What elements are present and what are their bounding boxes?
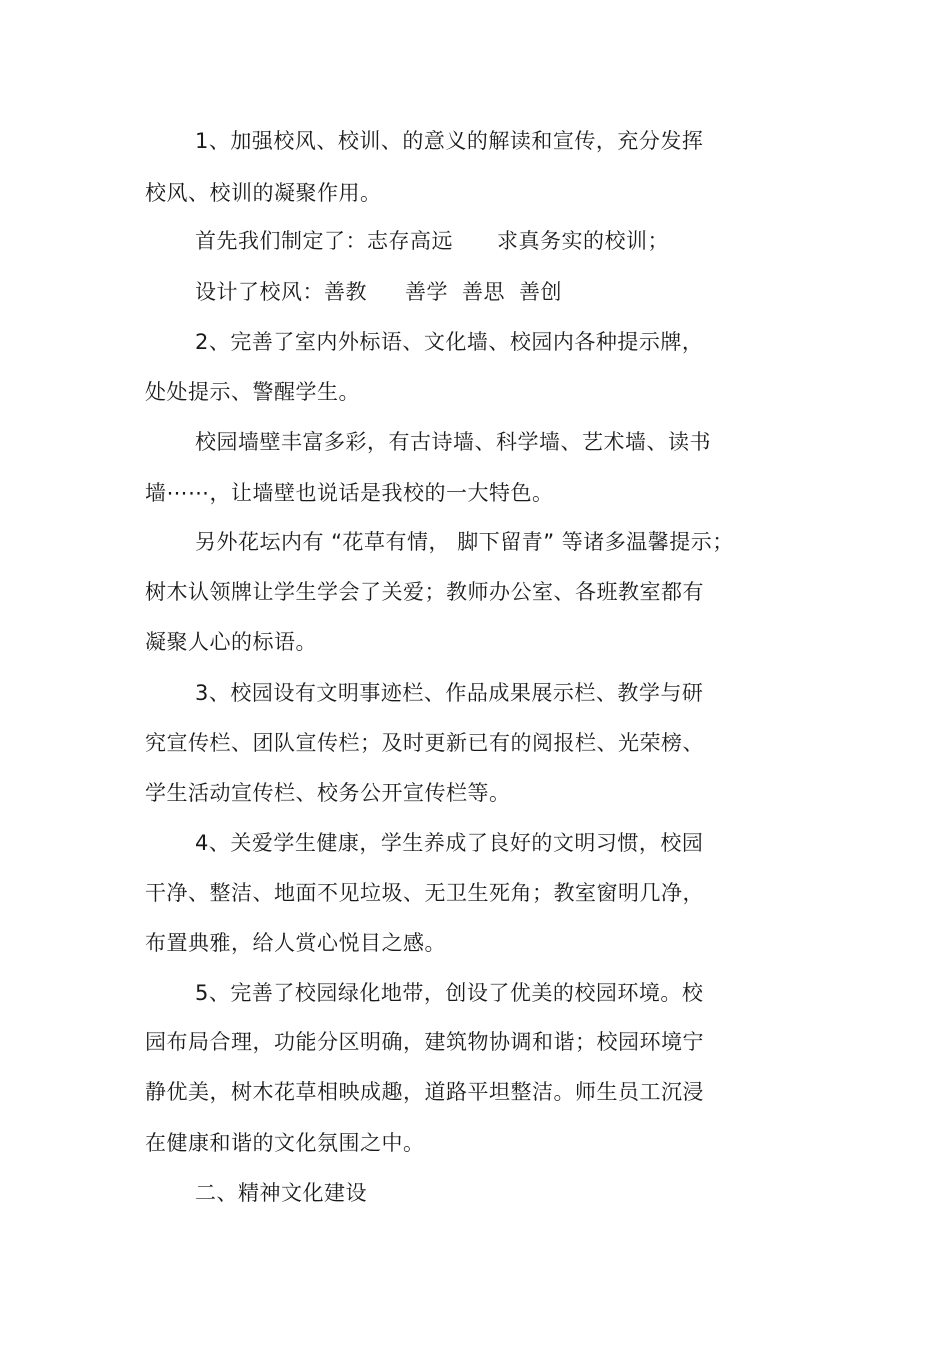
spirit-part: 善创 bbox=[519, 280, 562, 304]
text-line: 究宣传栏、团队宣传栏；及时更新已有的阅报栏、光荣榜、 bbox=[145, 731, 704, 755]
text-line: 凝聚人心的标语。 bbox=[145, 630, 317, 654]
text-line: 墙⋯⋯，让墙壁也说话是我校的一大特色。 bbox=[145, 481, 554, 505]
spirit-part: 善思 bbox=[462, 280, 505, 304]
text-line: 布置典雅，给人赏心悦目之感。 bbox=[145, 931, 446, 955]
text-line-school-spirit bbox=[195, 278, 562, 306]
text-line: 3、校园设有文明事迹栏、作品成果展示栏、教学与研 bbox=[195, 681, 704, 705]
text-line: 树木认领牌让学生学会了关爱；教师办公室、各班教室都有 bbox=[145, 580, 704, 604]
text-line: 校风、校训的凝聚作用。 bbox=[145, 181, 382, 205]
spirit-part: 设计了校风：善教 bbox=[195, 280, 367, 304]
text-line: 静优美，树木花草相映成趣，道路平坦整洁。师生员工沉浸 bbox=[145, 1080, 704, 1104]
text-line: 在健康和谐的文化氛围之中。 bbox=[145, 1131, 425, 1155]
text-line: 处处提示、警醒学生。 bbox=[145, 380, 360, 404]
text-line: 干净、整洁、地面不见垃圾、无卫生死角；教室窗明几净， bbox=[145, 881, 704, 905]
text-line: 校园墙壁丰富多彩，有古诗墙、科学墙、艺术墙、读书 bbox=[195, 430, 711, 454]
text-line: 1、加强校风、校训、的意义的解读和宣传，充分发挥 bbox=[195, 129, 704, 153]
text-line: 5、完善了校园绿化地带，创设了优美的校园环境。校 bbox=[195, 981, 704, 1005]
text-line: 2、完善了室内外标语、文化墙、校园内各种提示牌， bbox=[195, 330, 704, 354]
text-line: 学生活动宣传栏、校务公开宣传栏等。 bbox=[145, 781, 511, 805]
text-line: 另外花坛内有 “花草有情， 脚下留青” 等诸多温馨提示； bbox=[195, 530, 734, 554]
text-line-motto bbox=[195, 227, 669, 255]
section-heading: 二、精神文化建设 bbox=[195, 1181, 367, 1205]
text-line: 4、关爱学生健康，学生养成了良好的文明习惯，校园 bbox=[195, 831, 704, 855]
motto-part: 求真务实的校训； bbox=[497, 229, 669, 253]
motto-part: 首先我们制定了：志存高远 bbox=[195, 229, 453, 253]
text-line: 园布局合理，功能分区明确，建筑物协调和谐；校园环境宁 bbox=[145, 1030, 704, 1054]
spirit-part: 善学 bbox=[405, 280, 448, 304]
